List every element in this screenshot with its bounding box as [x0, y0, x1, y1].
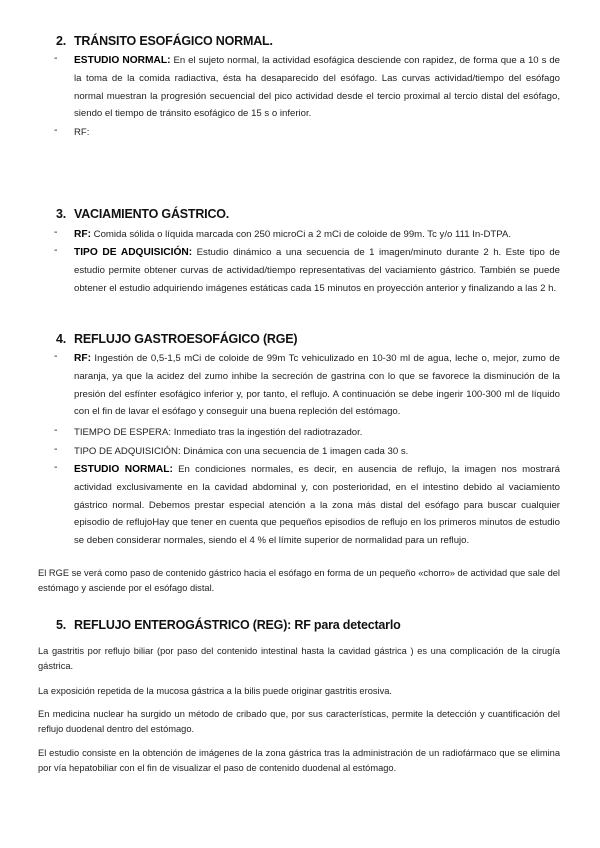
- list-item-text: [74, 52, 560, 123]
- item-label: RF:: [74, 229, 91, 240]
- item-body: Estudio dinámico a una secuencia de 1 imagen/minuto durante 2 h. Este tipo de estudio permite obtener curvas de actividad/tiempo representativas del vaciamiento gástrico. También se puede obtener el estudio adquiriendo imágenes estáticas cada 15 minutos en proyección anterior y finalizando a las 2 h.: [74, 247, 560, 294]
- list-item: [54, 443, 560, 461]
- item-body: En condiciones normales, es decir, en ausencia de reflujo, la imagen nos mostrará actividad exclusivamente en la cavidad abdominal y, con posterioridad, en el intestino debido al vaciamiento gástrico normal. Debemos prestar especial atención a la zona más distal del esófago para buscar cualquier episodio de reflujoHay que tener en cuenta que pequeños episodios de reflujo en los primeros minutos de estudio se deben considerar normales, siendo el 4 % el límite superior de normalidad para un reflujo.: [74, 464, 560, 547]
- section-2-heading: [56, 34, 273, 48]
- paragraph: La exposición repetida de la mucosa gástrica a la bilis puede originar gastritis erosiva.: [38, 686, 392, 696]
- item-body: En el sujeto normal, la actividad esofágica desciende con rapidez, de forma que a 10 s de la toma de la comida radiactiva, ésta ha desaparecido del esófago. Las curvas actividad/tiempo del esófago normal muestran la progresión secuencial del pico actividad desde el tercio proximal al tercio distal del esófago, siendo el tiempo de tránsito esofágico de 15 s o inferior.: [74, 55, 561, 120]
- list-item-text: [74, 350, 560, 421]
- section-number: 3.: [56, 207, 67, 221]
- section-number: 4.: [56, 332, 67, 346]
- bullet-dash: -: [54, 52, 58, 64]
- list-item: [54, 124, 560, 142]
- item-label: TIPO DE ADQUISICIÓN:: [74, 247, 193, 258]
- bullet-dash: -: [54, 461, 58, 473]
- bullet-dash: -: [54, 226, 58, 238]
- bullet-dash: -: [54, 424, 58, 436]
- item-label: ESTUDIO NORMAL:: [74, 55, 171, 66]
- item-label: ESTUDIO NORMAL:: [74, 464, 173, 475]
- paragraph: La gastritis por reflujo biliar (por paso del contenido intestinal hasta la cavidad gástrica ) es una complicación de la cirugía gástrica.: [38, 646, 560, 672]
- section-title: VACIAMIENTO GÁSTRICO.: [74, 207, 230, 221]
- list-item: [54, 461, 560, 553]
- item-body: Ingestión de 0,5-1,5 mCi de coloide de 99m Tc vehiculizado en 10-30 ml de agua, leche o, mejor, zumo de naranja, ya que la acidez del zumo inhibe la secreción de gastrina con lo que se favorece la disminución de la presión del esfínter esofágico inferior y, por tanto, el reflujo. A continuación se debe ingerir 100-300 ml de líquido con el fin de lavar el esófago y conseguir una buena repleción del estómago.: [74, 353, 560, 418]
- section-title: TRÁNSITO ESOFÁGICO NORMAL.: [74, 34, 273, 48]
- section-title: REFLUJO GASTROESOFÁGICO (RGE): [74, 332, 298, 346]
- list-item-text: [74, 226, 560, 244]
- list-item-text: [74, 461, 560, 550]
- section-4-heading: [56, 332, 297, 346]
- item-body: TIPO DE ADQUISICIÓN: Dinámica con una secuencia de 1 imagen cada 30 s.: [74, 446, 409, 457]
- item-body: TIEMPO DE ESPERA: Inmediato tras la ingestión del radiotrazador.: [74, 427, 363, 438]
- list-item: [54, 350, 560, 424]
- bullet-dash: -: [54, 443, 58, 455]
- bullet-dash: -: [54, 350, 58, 362]
- bullet-dash: -: [54, 124, 58, 136]
- paragraph: El RGE se verá como paso de contenido gástrico hacia el esófago en forma de un pequeño «chorro» de actividad que sale del estómago y asciende por el esófago distal.: [38, 568, 560, 594]
- section-5-heading: [56, 618, 401, 632]
- item-label: RF:: [74, 353, 91, 364]
- list-item: [54, 424, 560, 442]
- item-body: RF:: [74, 127, 90, 138]
- section-3-heading: [56, 207, 229, 221]
- paragraph: El estudio consiste en la obtención de imágenes de la zona gástrica tras la administración de un radiofármaco que se elimina por vía hepatobiliar con el fin de visualizar el paso de contenido duodenal al estómago.: [38, 748, 560, 774]
- list-item-text: [74, 244, 560, 297]
- section-number: 2.: [56, 34, 67, 48]
- list-item-text: [74, 424, 560, 442]
- section-title: REFLUJO ENTEROGÁSTRICO (REG): RF para detectarlo: [74, 618, 401, 632]
- item-body: Comida sólida o líquida marcada con 250 microCi a 2 mCi de coloide de 99m. Tc y/o 111 In-DTPA.: [93, 229, 512, 240]
- section-number: 5.: [56, 618, 67, 632]
- list-item-text: [74, 443, 560, 461]
- list-item: [54, 244, 560, 300]
- list-item-text: [74, 124, 560, 142]
- paragraph: En medicina nuclear ha surgido un método de cribado que, por sus características, permite la detección y cuantificación del reflujo duodenal dentro del estómago.: [38, 709, 560, 735]
- list-item: [54, 52, 560, 126]
- bullet-dash: -: [54, 244, 58, 256]
- list-item: [54, 226, 560, 244]
